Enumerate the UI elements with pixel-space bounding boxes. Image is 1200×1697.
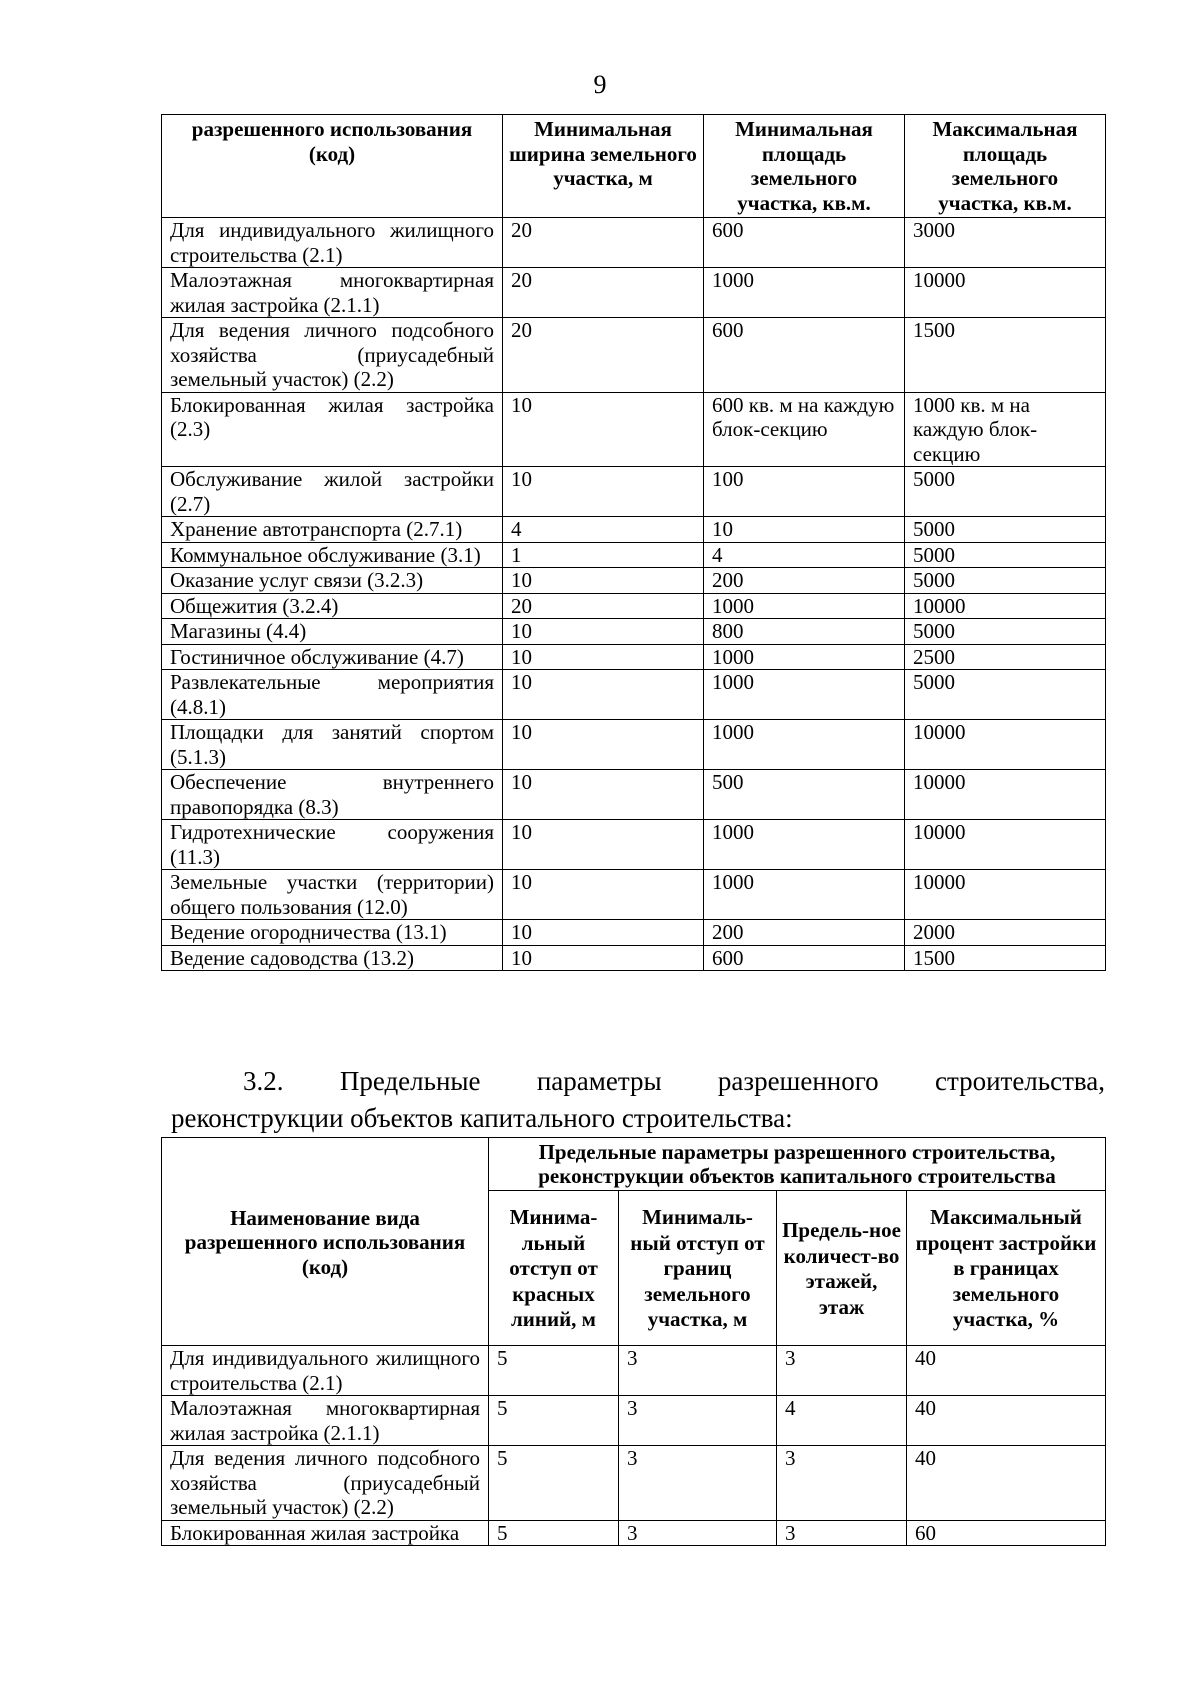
cell-use-type: Блокированная жилая застройка <box>162 1520 489 1546</box>
cell-use-type: Для индивидуального жилищного строительства (2.1) <box>162 1346 489 1396</box>
table-row <box>162 1396 1106 1446</box>
table-header-row <box>162 115 1106 218</box>
cell-min-width: 10 <box>503 920 704 946</box>
cell-use-type: Для индивидуального жилищного строительства (2.1) <box>162 218 503 268</box>
table-row <box>162 1446 1106 1521</box>
table-row <box>162 268 1106 318</box>
table-row <box>162 542 1106 568</box>
cell-max-area: 5000 <box>905 619 1106 645</box>
header-min-setback-red-lines: Минима-льный отступ от красных линий, м <box>489 1191 619 1346</box>
cell-use-type: Площадки для занятий спортом (5.1.3) <box>162 720 503 770</box>
cell-min-area: 4 <box>704 542 905 568</box>
cell-max-area: 5000 <box>905 542 1106 568</box>
table-row <box>162 644 1106 670</box>
cell-max-area: 10000 <box>905 770 1106 820</box>
table-row <box>162 870 1106 920</box>
cell-min-area: 10 <box>704 517 905 543</box>
cell-use-type: Хранение автотранспорта (2.7.1) <box>162 517 503 543</box>
cell-min-width: 20 <box>503 318 704 393</box>
cell-use-type: Развлекательные мероприятия (4.8.1) <box>162 670 503 720</box>
cell-min-width: 10 <box>503 467 704 517</box>
table-row <box>162 318 1106 393</box>
cell-max-area: 10000 <box>905 870 1106 920</box>
cell-min-area: 1000 <box>704 268 905 318</box>
cell-max-area: 5000 <box>905 517 1106 543</box>
header-parameters-group: Предельные параметры разрешенного строительства, реконструкции объектов капитального строительства <box>489 1138 1106 1191</box>
cell-min-setback-boundaries: 3 <box>619 1396 777 1446</box>
header-use-type: разрешенного использования (код) <box>162 115 503 218</box>
cell-use-type: Малоэтажная многоквартирная жилая застройка (2.1.1) <box>162 1396 489 1446</box>
cell-min-area: 200 <box>704 920 905 946</box>
header-max-coverage-percent: Максимальный процент застройки в границах земельного участка, % <box>907 1191 1106 1346</box>
cell-use-type: Малоэтажная многоквартирная жилая застройка (2.1.1) <box>162 268 503 318</box>
table-row <box>162 670 1106 720</box>
cell-max-floors: 3 <box>777 1346 907 1396</box>
cell-use-type: Обеспечение внутреннего правопорядка (8.3) <box>162 770 503 820</box>
cell-min-area: 100 <box>704 467 905 517</box>
table-row <box>162 568 1106 594</box>
cell-min-area: 600 <box>704 945 905 971</box>
cell-use-type: Гидротехнические сооружения (11.3) <box>162 820 503 870</box>
table-row <box>162 1520 1106 1546</box>
table-row <box>162 945 1106 971</box>
cell-min-area: 200 <box>704 568 905 594</box>
cell-max-area: 2000 <box>905 920 1106 946</box>
cell-max-floors: 4 <box>777 1396 907 1446</box>
table-row <box>162 593 1106 619</box>
table-row <box>162 770 1106 820</box>
cell-use-type: Ведение садоводства (13.2) <box>162 945 503 971</box>
building-parameters-table <box>161 1137 1106 1546</box>
land-plot-size-table <box>161 114 1106 971</box>
table-row <box>162 619 1106 645</box>
cell-min-area: 1000 <box>704 820 905 870</box>
cell-use-type: Для ведения личного подсобного хозяйства (приусадебный земельный участок) (2.2) <box>162 1446 489 1521</box>
cell-min-setback-boundaries: 3 <box>619 1520 777 1546</box>
cell-min-width: 20 <box>503 593 704 619</box>
table-row <box>162 517 1106 543</box>
cell-use-type: Обслуживание жилой застройки (2.7) <box>162 467 503 517</box>
cell-max-coverage: 40 <box>907 1446 1106 1521</box>
cell-max-coverage: 40 <box>907 1396 1106 1446</box>
header-use-type: Наименование вида разрешенного использования (код) <box>162 1138 489 1346</box>
cell-min-width: 10 <box>503 670 704 720</box>
cell-min-setback-boundaries: 3 <box>619 1446 777 1521</box>
cell-min-width: 10 <box>503 820 704 870</box>
cell-min-width: 10 <box>503 720 704 770</box>
table-row <box>162 467 1106 517</box>
cell-min-area: 600 <box>704 218 905 268</box>
cell-min-width: 10 <box>503 568 704 594</box>
table-header-row <box>162 1138 1106 1191</box>
cell-use-type: Гостиничное обслуживание (4.7) <box>162 644 503 670</box>
cell-min-setback-red-lines: 5 <box>489 1520 619 1546</box>
cell-max-area: 10000 <box>905 820 1106 870</box>
cell-max-floors: 3 <box>777 1446 907 1521</box>
cell-max-coverage: 60 <box>907 1520 1106 1546</box>
header-min-setback-boundaries: Минималь-ный отступ от границ земельного участка, м <box>619 1191 777 1346</box>
cell-max-area: 2500 <box>905 644 1106 670</box>
cell-min-setback-red-lines: 5 <box>489 1396 619 1446</box>
cell-min-area: 600 кв. м на каждую блок-секцию <box>704 392 905 467</box>
cell-use-type: Общежития (3.2.4) <box>162 593 503 619</box>
cell-min-width: 10 <box>503 392 704 467</box>
cell-use-type: Блокированная жилая застройка (2.3) <box>162 392 503 467</box>
table-row <box>162 720 1106 770</box>
header-max-floors: Предель-ное количест-во этажей, этаж <box>777 1191 907 1346</box>
cell-min-width: 4 <box>503 517 704 543</box>
cell-use-type: Магазины (4.4) <box>162 619 503 645</box>
cell-min-area: 1000 <box>704 870 905 920</box>
cell-min-width: 10 <box>503 770 704 820</box>
cell-min-area: 1000 <box>704 720 905 770</box>
table-row <box>162 218 1106 268</box>
cell-max-area: 1500 <box>905 318 1106 393</box>
cell-min-area: 800 <box>704 619 905 645</box>
cell-min-width: 10 <box>503 619 704 645</box>
cell-min-area: 1000 <box>704 670 905 720</box>
table-row <box>162 392 1106 467</box>
cell-use-type: Земельные участки (территории) общего пользования (12.0) <box>162 870 503 920</box>
cell-use-type: Оказание услуг связи (3.2.3) <box>162 568 503 594</box>
section-heading-line2: реконструкции объектов капитального строительства: <box>171 1103 793 1133</box>
cell-min-width: 10 <box>503 644 704 670</box>
cell-min-width: 20 <box>503 218 704 268</box>
cell-use-type: Ведение огородничества (13.1) <box>162 920 503 946</box>
cell-min-setback-boundaries: 3 <box>619 1346 777 1396</box>
section-heading-line1: 3.2. Предельные параметры разрешенного строительства, <box>243 1066 1105 1096</box>
cell-max-area: 1500 <box>905 945 1106 971</box>
cell-min-width: 1 <box>503 542 704 568</box>
cell-max-area: 3000 <box>905 218 1106 268</box>
cell-max-area: 5000 <box>905 467 1106 517</box>
header-min-width: Минимальная ширина земельного участка, м <box>503 115 704 218</box>
table-row <box>162 920 1106 946</box>
cell-max-coverage: 40 <box>907 1346 1106 1396</box>
cell-max-area: 10000 <box>905 268 1106 318</box>
page-number: 9 <box>593 70 607 99</box>
cell-min-area: 1000 <box>704 593 905 619</box>
header-max-area: Максимальная площадь земельного участка, кв.м. <box>905 115 1106 218</box>
cell-min-area: 600 <box>704 318 905 393</box>
cell-min-width: 10 <box>503 945 704 971</box>
cell-min-width: 10 <box>503 870 704 920</box>
table-row <box>162 820 1106 870</box>
cell-min-area: 500 <box>704 770 905 820</box>
cell-max-area: 10000 <box>905 720 1106 770</box>
cell-max-area: 1000 кв. м на каждую блок-секцию <box>905 392 1106 467</box>
cell-max-floors: 3 <box>777 1520 907 1546</box>
cell-use-type: Для ведения личного подсобного хозяйства (приусадебный земельный участок) (2.2) <box>162 318 503 393</box>
cell-min-setback-red-lines: 5 <box>489 1346 619 1396</box>
cell-use-type: Коммунальное обслуживание (3.1) <box>162 542 503 568</box>
cell-max-area: 5000 <box>905 568 1106 594</box>
cell-max-area: 10000 <box>905 593 1106 619</box>
cell-min-setback-red-lines: 5 <box>489 1446 619 1521</box>
table-row <box>162 1346 1106 1396</box>
cell-max-area: 5000 <box>905 670 1106 720</box>
cell-min-area: 1000 <box>704 644 905 670</box>
cell-min-width: 20 <box>503 268 704 318</box>
header-min-area: Минимальная площадь земельного участка, кв.м. <box>704 115 905 218</box>
